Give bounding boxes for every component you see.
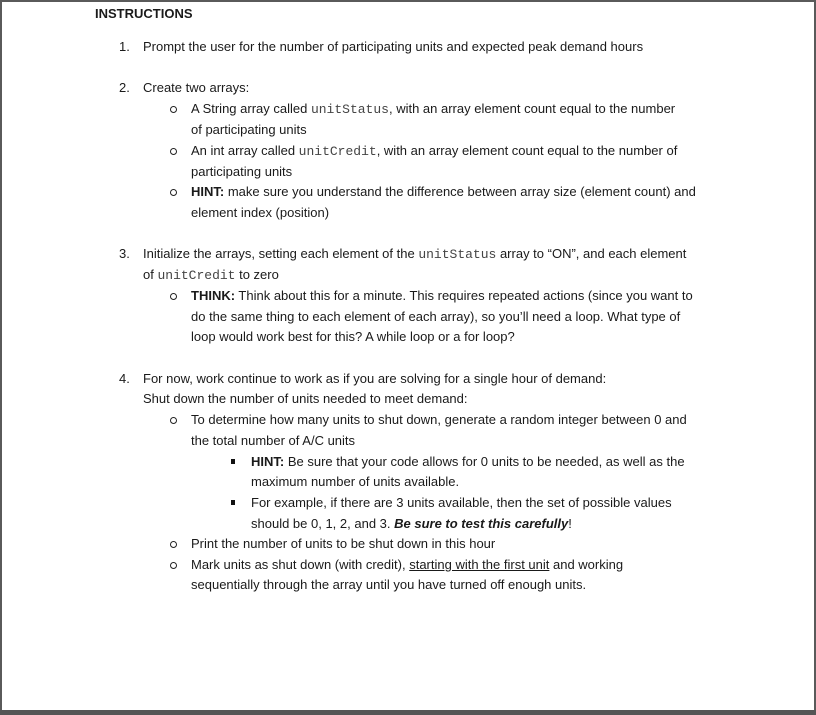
item-4-line-2: Shut down the number of units needed to meet demand: (143, 391, 468, 406)
item-2-text: Create two arrays: (143, 80, 250, 95)
item-4-bullet-3-line-2: sequentially through the array until you have turned off enough units. (191, 577, 587, 592)
item-3-line-1: Initialize the arrays, setting each element of the unitStatus array to “ON”, and each element (143, 246, 687, 262)
item-2-bullet-1-line-2: of participating units (191, 122, 307, 137)
item-2-bullet-1-line-1: A String array called unitStatus, with an array element count equal to the number (191, 101, 676, 117)
item-3-bullet-1-line-3: loop would work best for this? A while loop or a for loop? (191, 329, 515, 344)
page-frame-top (0, 0, 816, 2)
item-3-line-2: of unitCredit to zero (143, 267, 279, 283)
item-4-sub-1-line-1: HINT: Be sure that your code allows for 0 units to be needed, as well as the (251, 454, 685, 469)
bullet-circle (170, 293, 177, 300)
item-2-bullet-3-line-1: HINT: make sure you understand the difference between array size (element count) and (191, 184, 696, 199)
item-2-bullet-2-line-1: An int array called unitCredit, with an array element count equal to the number of (191, 143, 678, 159)
bullet-circle (170, 562, 177, 569)
item-2-bullet-2-line-2: participating units (191, 164, 293, 179)
bullet-circle (170, 106, 177, 113)
item-1-text: Prompt the user for the number of participating units and expected peak demand hours (143, 39, 644, 54)
item-4-sub-2-line-2: should be 0, 1, 2, and 3. Be sure to test this carefully! (251, 516, 572, 531)
page-title: INSTRUCTIONS (95, 6, 193, 21)
bullet-circle (170, 541, 177, 548)
bullet-circle (170, 417, 177, 424)
item-2-bullet-3-line-2: element index (position) (191, 205, 330, 220)
bullet-square (231, 459, 235, 464)
item-3-number: 3. (119, 246, 130, 261)
page-frame-bottom (0, 710, 816, 715)
item-4-line-1: For now, work continue to work as if you are solving for a single hour of demand: (143, 371, 607, 386)
item-4-bullet-1-line-1: To determine how many units to shut down, generate a random integer between 0 and (191, 412, 687, 427)
item-3-bullet-1-line-1: THINK: Think about this for a minute. This requires repeated actions (since you want to (191, 288, 693, 303)
bullet-square (231, 500, 235, 505)
item-3-bullet-1-line-2: do the same thing to each element of each array), so you’ll need a loop. What type of (191, 309, 681, 324)
item-1-number: 1. (119, 39, 130, 54)
bullet-circle (170, 189, 177, 196)
bullet-circle (170, 148, 177, 155)
item-4-sub-1-line-2: maximum number of units available. (251, 474, 460, 489)
item-4-bullet-1-line-2: the total number of A/C units (191, 433, 356, 448)
item-4-bullet-3-line-1: Mark units as shut down (with credit), starting with the first unit and working (191, 557, 624, 572)
item-2-number: 2. (119, 80, 130, 95)
item-4-bullet-2-line-1: Print the number of units to be shut down in this hour (191, 536, 496, 551)
page-frame-left (0, 0, 2, 715)
item-4-number: 4. (119, 371, 130, 386)
item-4-sub-2-line-1: For example, if there are 3 units available, then the set of possible values (251, 495, 672, 510)
